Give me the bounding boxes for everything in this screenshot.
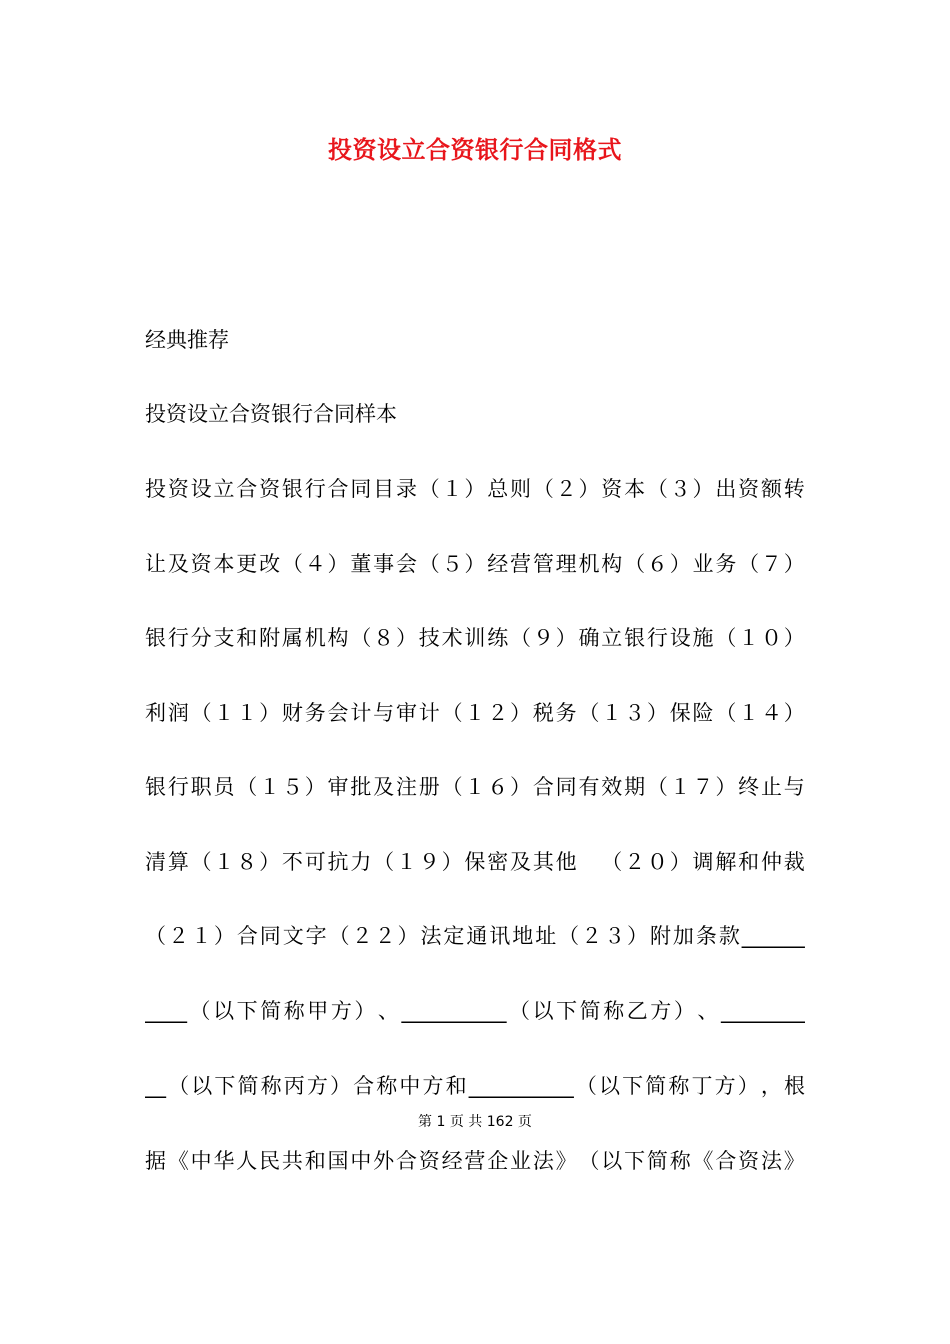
subtitle-text: 投资设立合资银行合同样本 (145, 402, 397, 426)
body-line: 让 及 资 本 更 改 （ ４ ） 董 事 会 （ ５ ） 经 营 管 理 机 构 （ ６ ） 业 务 （ ７ ） (145, 552, 805, 576)
body-line: 据 《 中 华 人 民 共 和 国 中 外 合 资 经 营 企 业 法 》 （ 以 下 简 称 《 合 资 法 》 (145, 1149, 805, 1173)
body-line: __ （ 以 下 简 称 丙 方 ） 合 称 中 方 和 __________ （ 以 下 简 称 丁 方 ） ， 根 (145, 1074, 805, 1098)
body-line: 投 资 设 立 合 资 银 行 合 同 目 录 （ １ ） 总 则 （ ２ ） 资 本 （ ３ ） 出 资 额 转 (145, 477, 805, 501)
body-line: ____ （ 以 下 简 称 甲 方 ） 、 __________ （ 以 下 简 称 乙 方 ） 、 ________ (145, 999, 805, 1023)
heading-text: 经典推荐 (145, 328, 229, 352)
page-number: 第 1 页 共 162 页 (418, 1114, 532, 1130)
body-line: 银 行 分 支 和 附 属 机 构 （ ８ ） 技 术 训 练 （ ９ ） 确 立 银 行 设 施 （ １ ０ ） (145, 626, 805, 650)
body-line: 银 行 职 员 （ １ ５ ） 审 批 及 注 册 （ １ ６ ） 合 同 有 效 期 （ １ ７ ） 终 止 与 (145, 775, 805, 799)
document-title: 投资设立合资银行合同格式 (328, 136, 622, 164)
body-line: （ ２ １ ） 合 同 文 字 （ ２ ２ ） 法 定 通 讯 地 址 （ ２ ３ ） 附 加 条 款 ______ (145, 924, 805, 948)
body-line: 清 算 （ １ ８ ） 不 可 抗 力 （ １ ９ ） 保 密 及 其 他 （ ２ ０ ） 调 解 和 仲 裁 (145, 850, 805, 874)
body-line: 利 润 （ １ １ ） 财 务 会 计 与 审 计 （ １ ２ ） 税 务 （ １ ３ ） 保 险 （ １ ４ ） (145, 701, 805, 725)
